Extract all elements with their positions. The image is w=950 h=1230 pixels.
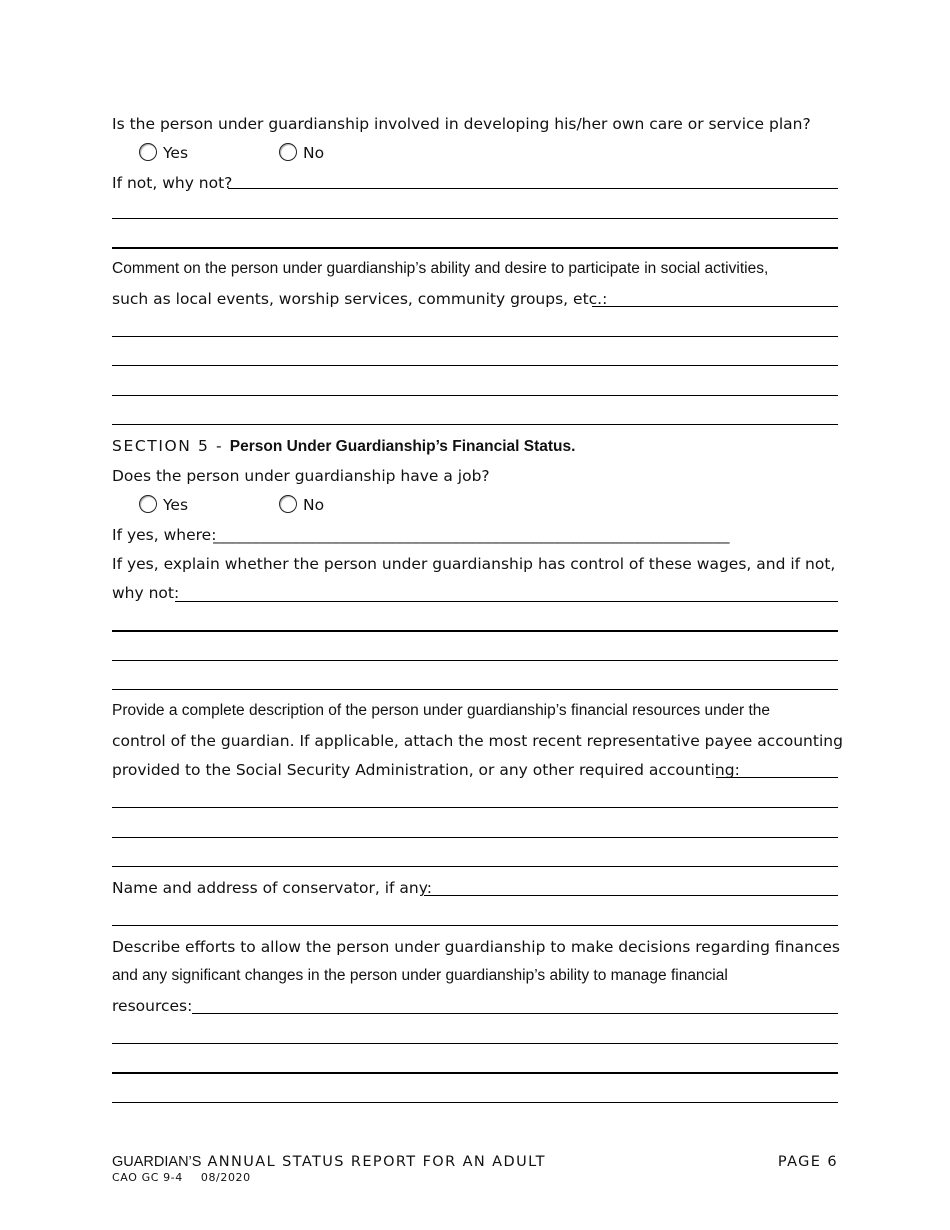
conservator-field-line[interactable]	[112, 925, 838, 926]
social-answer-field-line[interactable]	[112, 365, 838, 366]
social-answer-field[interactable]	[592, 306, 838, 307]
wages-answer-field[interactable]	[175, 601, 838, 602]
financial-answer-field-line[interactable]	[112, 866, 838, 867]
social-question-line2: such as local events, worship services, community groups, etc.:	[112, 290, 608, 308]
footer-form-code	[112, 1171, 251, 1184]
wages-answer-field-line[interactable]	[112, 630, 838, 632]
if-not-why-field-line[interactable]	[112, 218, 838, 219]
job-no-label: No	[303, 496, 325, 514]
decisions-answer-field[interactable]	[192, 1013, 838, 1014]
financial-answer-field-line[interactable]	[112, 807, 838, 808]
decisions-answer-field-line[interactable]	[112, 1043, 838, 1044]
wages-answer-field-line[interactable]	[112, 660, 838, 661]
conservator-field[interactable]	[424, 895, 838, 896]
decisions-answer-field-line[interactable]	[112, 1072, 838, 1074]
if-not-why-field-line[interactable]	[112, 247, 838, 249]
wages-question-line1: If yes, explain whether the person under guardianship has control of these wages, and if not,	[112, 555, 836, 573]
financial-question-line2: control of the guardian. If applicable, attach the most recent representative payee accounting	[112, 732, 843, 750]
job-where-label: If yes, where:	[112, 526, 217, 544]
financial-answer-field-line[interactable]	[112, 837, 838, 838]
if-not-why-field[interactable]	[228, 188, 838, 189]
conservator-label: Name and address of conservator, if any:	[112, 879, 432, 897]
if-not-why-label: If not, why not?	[112, 174, 233, 192]
section-5-prefix: SECTION 5 -	[112, 437, 230, 455]
job-no-radio[interactable]	[279, 495, 297, 513]
decisions-question-line1: Describe efforts to allow the person under guardianship to make decisions regarding finances	[112, 938, 840, 956]
footer-title	[112, 1153, 546, 1171]
care-plan-yes-label: Yes	[163, 144, 189, 162]
care-plan-yes-radio[interactable]	[139, 143, 157, 161]
social-answer-field-line[interactable]	[112, 395, 838, 396]
care-plan-no-radio[interactable]	[279, 143, 297, 161]
form-date: 08/2020	[200, 1171, 251, 1184]
decisions-question-line2: and any significant changes in the person under guardianship’s ability to manage financial	[112, 967, 728, 984]
social-answer-field-line[interactable]	[112, 424, 838, 425]
financial-question-line1: Provide a complete description of the person under guardianship’s financial resources under the	[112, 702, 771, 719]
footer-page-number: PAGE 6	[777, 1154, 838, 1170]
social-question-line1: Comment on the person under guardianship’s ability and desire to participate in social activities,	[112, 260, 769, 277]
job-question: Does the person under guardianship have a job?	[112, 467, 490, 485]
job-yes-label: Yes	[163, 496, 189, 514]
job-yes-radio[interactable]	[139, 495, 157, 513]
footer-title-start: GUARDIAN’S	[112, 1154, 202, 1170]
decisions-question-line3: resources:	[112, 997, 193, 1015]
financial-question-line3: provided to the Social Security Administration, or any other required accounting:	[112, 761, 740, 779]
care-plan-question: Is the person under guardianship involved in developing his/her own care or service plan?	[112, 115, 811, 133]
section-5-title: Person Under Guardianship’s Financial Status.	[229, 438, 576, 455]
section-5-heading	[112, 437, 575, 456]
wages-question-line2: why not:	[112, 584, 180, 602]
decisions-answer-field-line[interactable]	[112, 1102, 838, 1103]
financial-answer-field[interactable]	[716, 777, 838, 778]
care-plan-no-label: No	[303, 144, 325, 162]
job-where-field[interactable]: _________________________________________________________________	[213, 526, 730, 544]
form-code: CAO GC 9-4	[112, 1171, 183, 1184]
social-answer-field-line[interactable]	[112, 336, 838, 337]
footer-title-rest: ANNUAL STATUS REPORT FOR AN ADULT	[201, 1154, 546, 1170]
wages-answer-field-line[interactable]	[112, 689, 838, 690]
